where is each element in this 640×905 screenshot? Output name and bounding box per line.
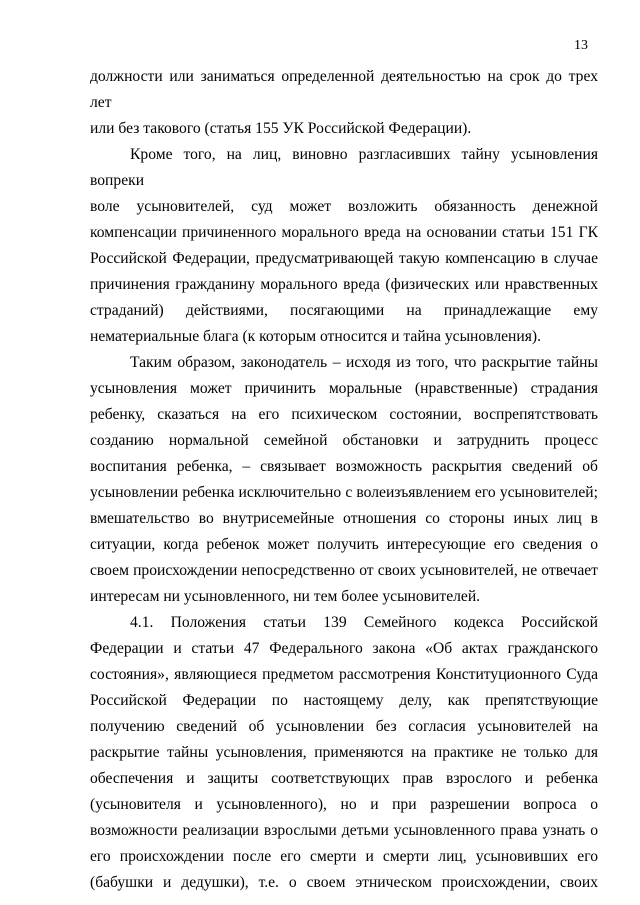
text-line: или без такового (статья 155 УК Российской Федерации). (90, 120, 472, 137)
text-line: (усыновителя и усыновленного), но и при разрешении вопроса о (90, 796, 598, 813)
document-body (90, 64, 598, 896)
text-line: интересам ни усыновленного, ни тем более усыновителей. (90, 588, 481, 605)
text-line: компенсации причиненного морального вреда на основании статьи 151 ГК (90, 224, 598, 241)
text-line: Российской Федерации по настоящему делу, как препятствующие (90, 692, 598, 709)
text-line: нематериальные блага (к которым относится и тайна усыновления). (90, 328, 541, 345)
text-line: созданию нормальной семейной обстановки и затруднить процесс (90, 432, 598, 449)
text-line: ситуации, когда ребенок может получить интересующие его сведения о (90, 536, 598, 553)
text-line: состояния», являющиеся предметом рассмотрения Конституционного Суда (90, 666, 598, 683)
text-line: получению сведений об усыновлении без согласия усыновителей на (90, 718, 598, 735)
text-line: 4.1. Положения статьи 139 Семейного кодекса Российской (130, 614, 598, 631)
paragraph-legislator (90, 350, 598, 610)
text-line: причинения гражданину морального вреда (физических или нравственных (90, 276, 598, 293)
text-line: вмешательство во внутрисемейные отношения со стороны иных лиц в (90, 510, 598, 527)
text-line: Кроме того, на лиц, виновно разгласивших тайну усыновления вопреки (90, 146, 598, 189)
page-number: 13 (574, 38, 588, 53)
text-line: (бабушки и дедушки), т.е. о своем этническом происхождении, своих (90, 874, 598, 891)
text-line: воле усыновителей, суд может возложить обязанность денежной (90, 198, 598, 215)
text-line: раскрытие тайны усыновления, применяются на практике не только для (90, 744, 598, 761)
text-line: Таким образом, законодатель – исходя из того, что раскрытие тайны (130, 354, 598, 371)
paragraph-continuation (90, 64, 598, 142)
text-line: Федерации и статьи 47 Федерального закона «Об актах гражданского (90, 640, 598, 657)
text-line: усыновлении ребенка исключительно с волеизъявлением его усыновителей; (90, 484, 598, 501)
text-line: возможности реализации взрослыми детьми усыновленного права узнать о (90, 822, 598, 839)
text-line: воспитания ребенка, – связывает возможность раскрытия сведений об (90, 458, 598, 475)
text-line: страданий) действиями, посягающими на принадлежащие ему (90, 302, 598, 319)
paragraph-section-4-1 (90, 610, 598, 896)
text-line: своем происхождении непосредственно от своих усыновителей, не отвечает (90, 562, 598, 579)
text-line: ребенку, сказаться на его психическом состоянии, воспрепятствовать (90, 406, 598, 423)
paragraph-moral-damages (90, 142, 598, 350)
text-line: обеспечения и защиты соответствующих прав взрослого и ребенка (90, 770, 598, 787)
text-line: усыновления может причинить моральные (нравственные) страдания (90, 380, 598, 397)
text-line: его происхождении после его смерти и смерти лиц, усыновивших его (90, 848, 598, 865)
text-line: Российской Федерации, предусматривающей такую компенсацию в случае (90, 250, 598, 267)
text-line: должности или заниматься определенной деятельностью на срок до трех лет (90, 68, 598, 111)
